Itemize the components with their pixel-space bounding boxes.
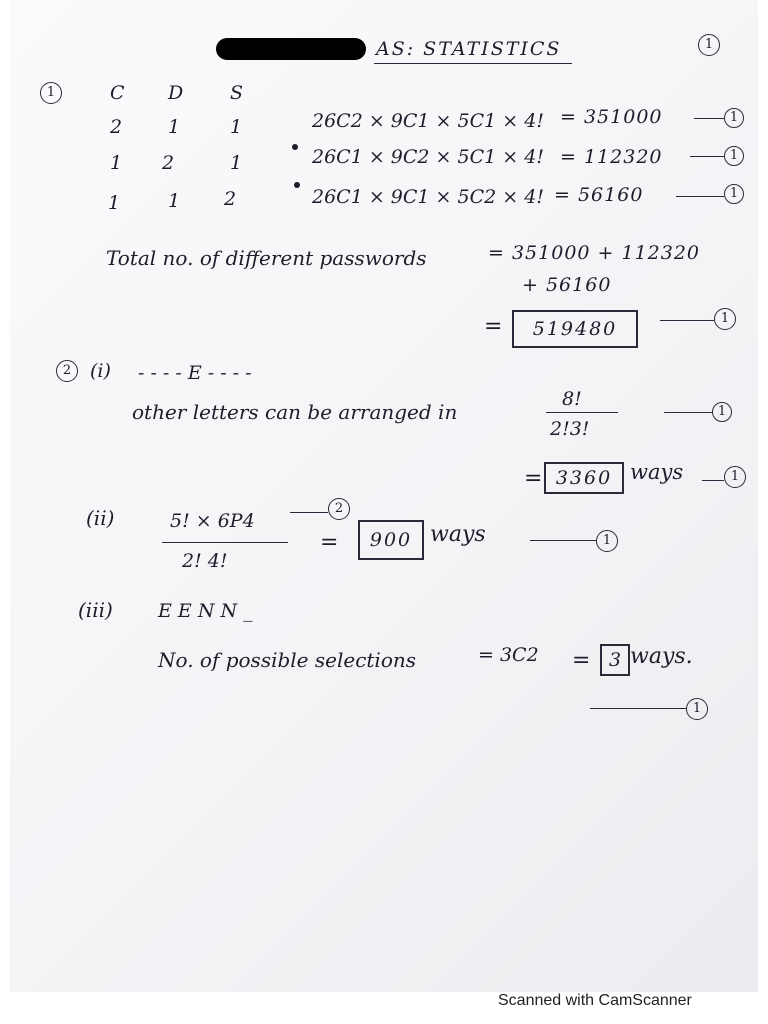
part-iii-label: (iii) [78,598,113,622]
part-ii-answer-box: 900 [358,520,424,560]
row-3-s: 2 [224,188,237,210]
part-i-fraction-denominator: 2!3! [550,418,590,440]
part-i-fraction-mark-line [664,412,712,413]
part-ii-mark-line [530,540,596,541]
part-ii-fraction-bar [162,542,288,543]
total-mark-line [660,320,714,321]
row-2-d: 2 [162,152,175,174]
total-expression-line-2: + 56160 [522,274,612,296]
page-title: AS: STATISTICS [376,38,562,60]
row-2-mark-line [690,156,724,157]
total-equals: = [484,314,503,339]
part-i-mark: 1 [724,466,746,488]
row-1-result: = 351000 [560,106,663,128]
part-ii-denominator: 2! 4! [182,550,228,572]
part-ii-num-mark: 2 [328,498,350,520]
part-i-label: (i) [90,360,111,382]
row-2-result: = 112320 [560,146,663,168]
part-i-pattern: - - - - E - - - - [138,362,252,384]
row-1-c: 2 [110,116,123,138]
page-number: 1 [698,34,720,56]
part-ii-num-mark-line [290,512,328,513]
row-3-d: 1 [168,190,181,212]
part-ii-mark: 1 [596,530,618,552]
row-3-c: 1 [108,192,121,214]
part-iii-text: No. of possible selections [158,648,417,672]
total-answer-box: 519480 [512,310,638,348]
part-iii-mark-line [590,708,686,709]
part-i-equals: = [524,466,543,491]
part-iii-unit: ways. [630,644,693,669]
column-header-c: C [110,82,125,104]
question-1-number: 1 [40,82,62,104]
part-ii-equals: = [320,530,339,555]
row-2-expression: 26C1 × 9C2 × 5C1 × 4! [312,146,544,168]
row-2-c: 1 [110,152,123,174]
total-expression-line-1: = 351000 + 112320 [488,242,701,264]
row-1-d: 1 [168,116,181,138]
row-2-s: 1 [230,152,243,174]
part-i-fraction-mark: 1 [712,402,732,422]
column-header-d: D [168,82,184,104]
part-i-mark-line [702,480,724,481]
row-3-mark: 1 [724,184,744,204]
row-1-expression: 26C2 × 9C1 × 5C1 × 4! [312,110,544,132]
row-1-mark: 1 [724,108,744,128]
row-2-bullet [292,144,298,150]
part-i-text: other letters can be arranged in [132,400,458,424]
total-label: Total no. of different passwords [106,246,427,270]
part-i-fraction-bar [546,412,618,413]
row-1-mark-line [694,118,724,119]
part-i-fraction-numerator: 8! [562,388,582,410]
row-1-s: 1 [230,116,243,138]
part-ii-label: (ii) [86,506,115,530]
row-3-bullet [294,182,300,188]
part-iii-mark: 1 [686,698,708,720]
part-iii-expression: = 3C2 [478,644,539,666]
part-ii-unit: ways [430,522,486,547]
part-iii-equals: = [572,648,591,673]
title-underline [374,63,572,64]
row-3-mark-line [676,196,724,197]
total-mark: 1 [714,308,736,330]
column-header-s: S [230,82,244,104]
part-i-unit: ways [630,460,684,484]
part-i-answer-box: 3360 [544,462,624,494]
row-2-mark: 1 [724,146,744,166]
question-2-number: 2 [56,360,78,382]
row-3-expression: 26C1 × 9C1 × 5C2 × 4! [312,186,544,208]
part-iii-answer-box: 3 [600,644,630,676]
redacted-name [216,38,366,60]
scanner-watermark: Scanned with CamScanner [498,992,692,1009]
part-ii-numerator: 5! × 6P4 [170,510,255,532]
row-3-result: = 56160 [554,184,644,206]
part-iii-letters: E E N N _ [158,600,253,622]
